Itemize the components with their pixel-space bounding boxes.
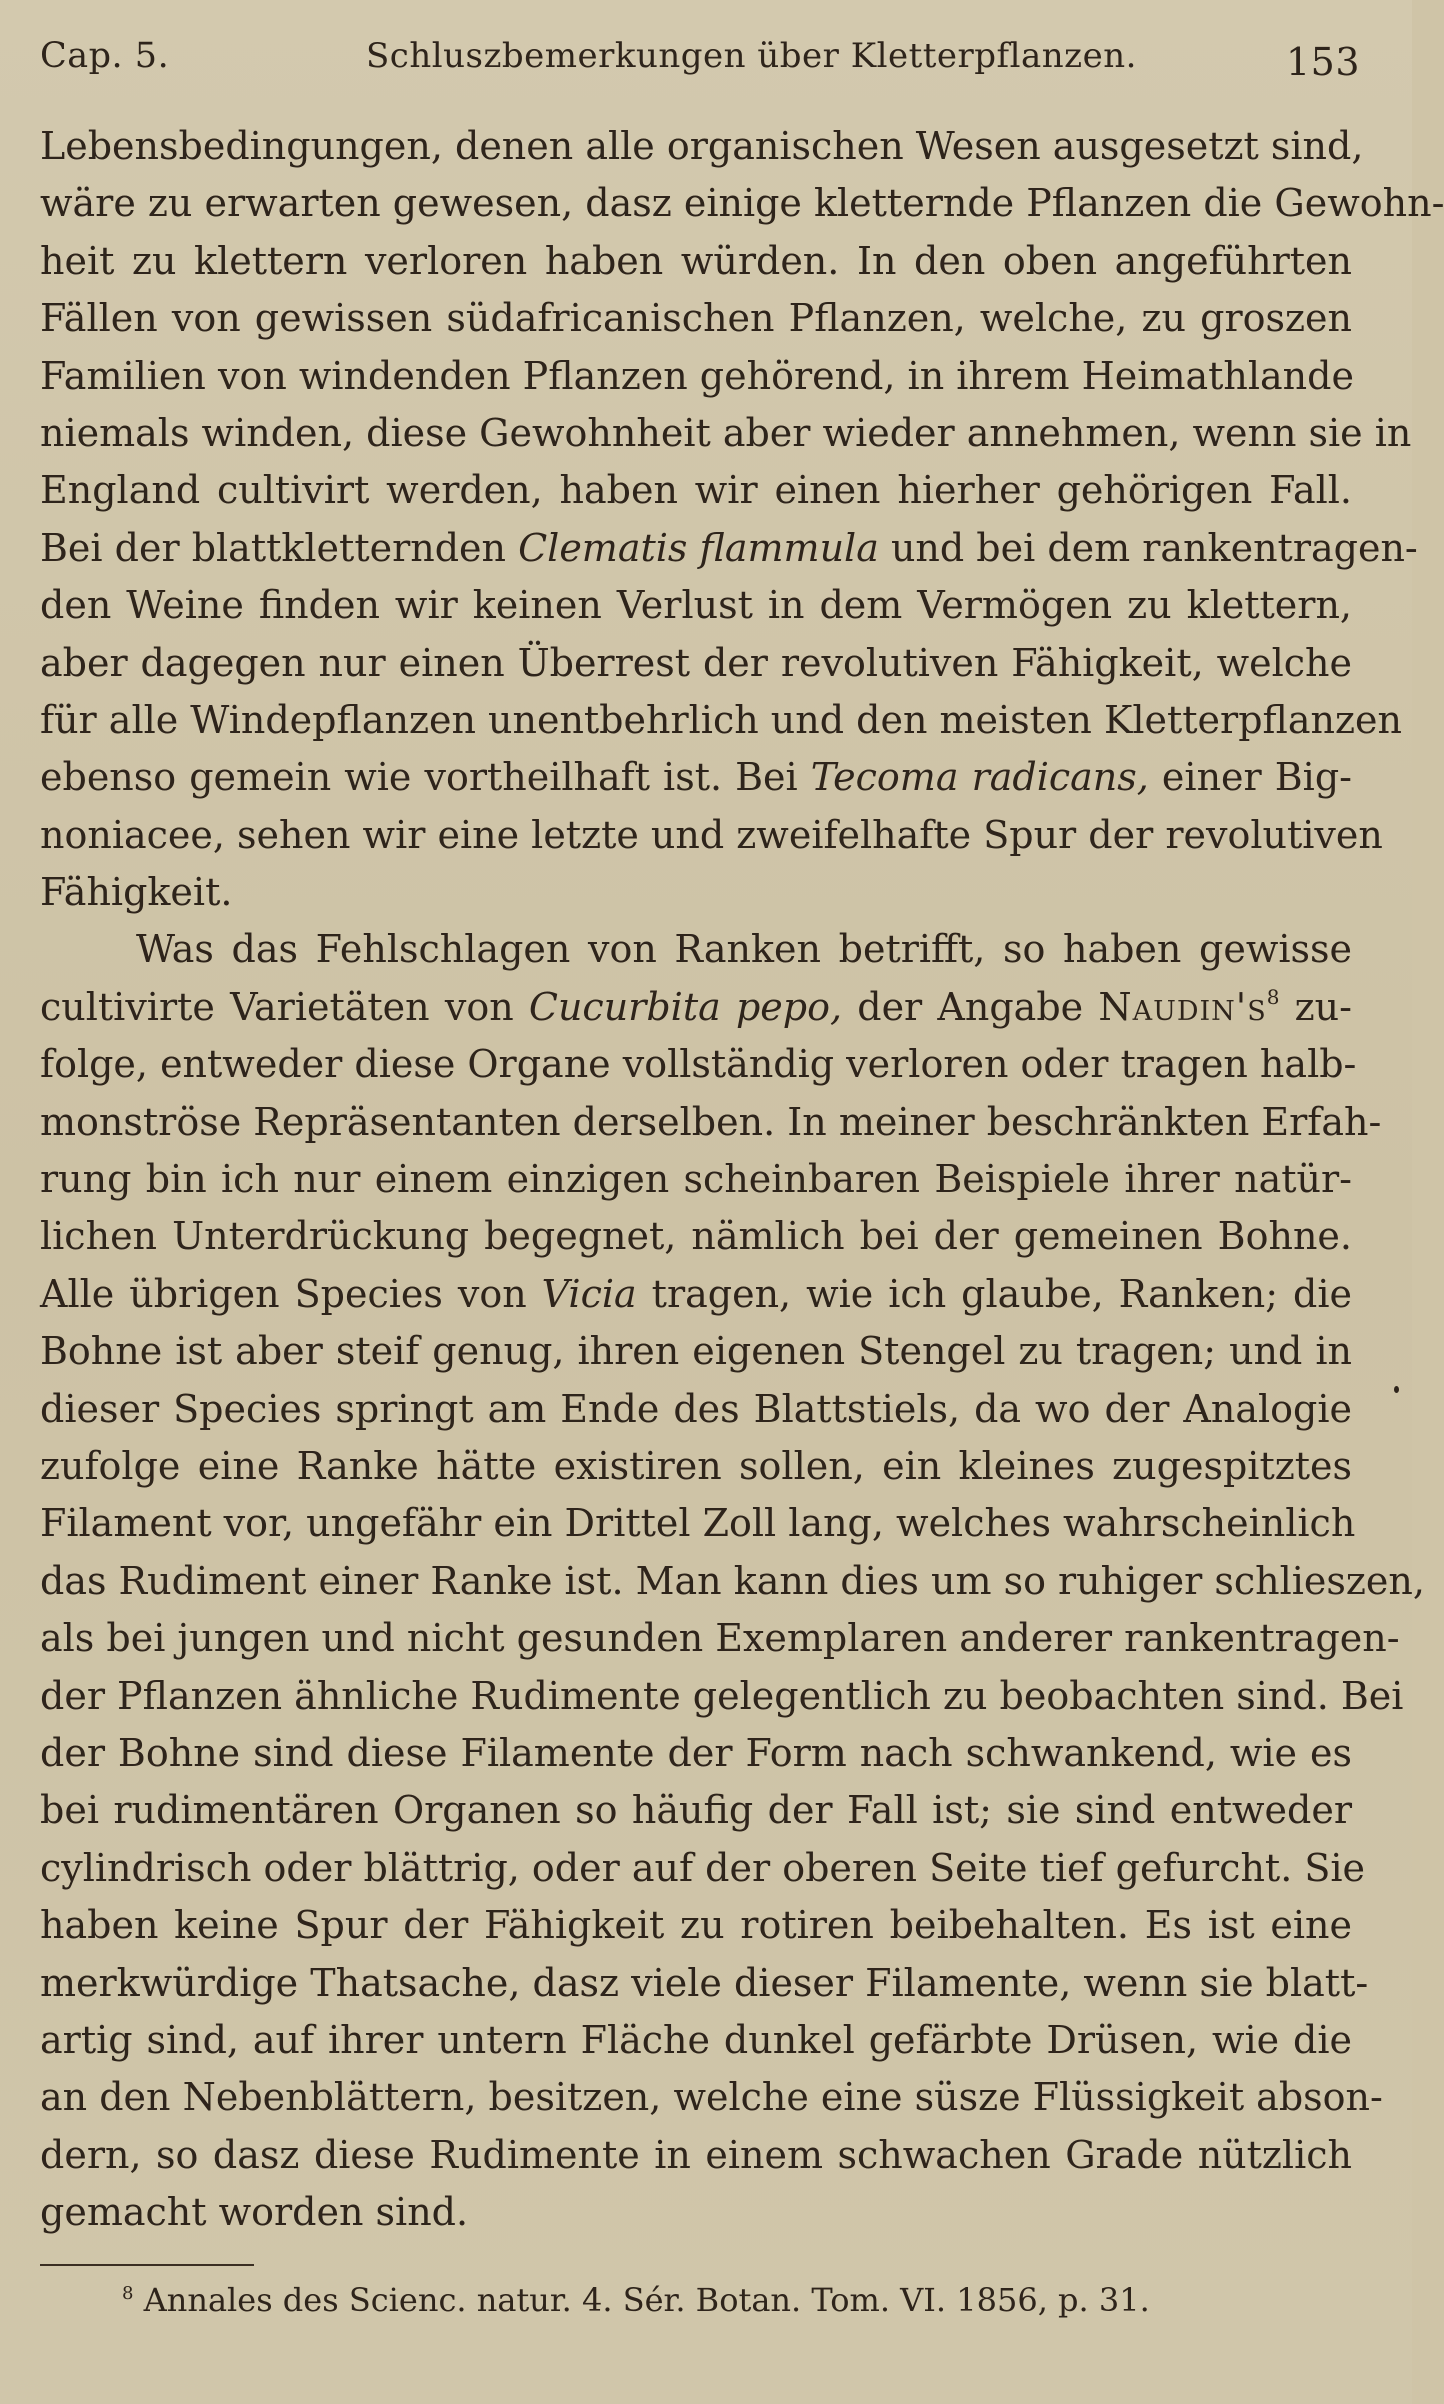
species-name: Tecoma radicans,: [810, 755, 1149, 800]
text-line: wäre zu erwarten gewesen, dasz einige kletternde Pflanzen die Gewohn-: [40, 181, 1444, 226]
text-line: zufolge eine Ranke hätte existiren sollen, ein kleines zugespitztes: [40, 1443, 1352, 1488]
running-title: Schluszbemerkungen über Kletterpflanzen.: [366, 36, 1137, 76]
text-line: lichen Unterdrückung begegnet, nämlich bei der gemeinen Bohne.: [40, 1214, 1352, 1259]
text-line: der Bohne sind diese Filamente der Form nach schwankend, wie es: [40, 1730, 1352, 1775]
text-line: [40, 1266, 1352, 1323]
text-line: dieser Species springt am Ende des Blattstiels, da wo der Analogie: [40, 1386, 1352, 1431]
text-line: folge, entweder diese Organe vollständig verloren oder tragen halb-: [40, 1042, 1357, 1087]
text-line: das Rudiment einer Ranke ist. Man kann dies um so ruhiger schlieszen,: [40, 1558, 1425, 1603]
text-line: noniacee, sehen wir eine letzte und zweifelhafte Spur der revolutiven: [40, 812, 1383, 857]
text-run: Bei der blattkletternden: [40, 525, 519, 570]
species-name: Vicia: [541, 1271, 637, 1316]
footnote-ref: 8: [1266, 984, 1280, 1009]
text-line: an den Nebenblättern, besitzen, welche eine süsze Flüssigkeit abson-: [40, 2075, 1383, 2120]
body-text: [40, 118, 1444, 2241]
text-line: den Weine finden wir keinen Verlust in dem Vermögen zu klettern,: [40, 583, 1352, 628]
text-line: heit zu klettern verloren haben würden. In den oben angeführten: [40, 238, 1352, 283]
text-line: Was das Fehlschlagen von Ranken betrifft, so haben gewisse: [136, 927, 1352, 972]
text-line: merkwürdige Thatsache, dasz viele dieser Filamente, wenn sie blatt-: [40, 1960, 1369, 2005]
text-line: gemacht worden sind.: [40, 2190, 469, 2235]
text-line: für alle Windepflanzen unentbehrlich und den meisten Kletterpflanzen: [40, 697, 1402, 742]
text-line: Fähigkeit.: [40, 870, 233, 915]
text-run: cultivirte Varietäten von: [40, 984, 529, 1029]
text-run: und bei dem rankentragen-: [878, 525, 1418, 570]
text-run: zu-: [1279, 984, 1352, 1029]
text-run: einer Big-: [1148, 755, 1353, 800]
species-name: Clematis flammula: [518, 525, 879, 570]
author-name: Naudin's: [1098, 984, 1267, 1029]
text-line: England cultivirt werden, haben wir einen hierher gehörigen Fall.: [40, 468, 1352, 513]
text-line: rung bin ich nur einem einzigen scheinbaren Beispiele ihrer natür-: [40, 1157, 1352, 1202]
footnote-text: Annales des Scienc. natur. 4. Sér. Botan. Tom. VI. 1856, p. 31.: [143, 2281, 1150, 2319]
text-run: tragen, wie ich glaube, Ranken; die: [636, 1271, 1352, 1316]
text-line: [40, 520, 1418, 577]
species-name: Cucurbita pepo,: [528, 984, 843, 1029]
text-run: ebenso gemein wie vortheilhaft ist. Bei: [40, 755, 811, 800]
running-header: [40, 36, 1360, 86]
text-line: [40, 979, 1352, 1036]
text-line: Lebensbedingungen, denen alle organischen Wesen ausgesetzt sind,: [40, 124, 1364, 168]
text-line: aber dagegen nur einen Überrest der revolutiven Fähigkeit, welche: [40, 640, 1352, 685]
footnote-rule: [40, 2264, 254, 2266]
text-line: bei rudimentären Organen so häufig der Fall ist; sie sind entweder: [40, 1788, 1352, 1833]
text-run: der Angabe: [842, 984, 1099, 1029]
chapter-label: Cap. 5.: [40, 36, 170, 76]
text-line: Bohne ist aber steif genug, ihren eigenen Stengel zu tragen; und in: [40, 1329, 1352, 1374]
page-number: 153: [1285, 40, 1360, 84]
text-line: als bei jungen und nicht gesunden Exemplaren anderer rankentragen-: [40, 1616, 1400, 1661]
text-line: [40, 749, 1352, 806]
text-line: der Pflanzen ähnliche Rudimente gelegentlich zu beobachten sind. Bei: [40, 1673, 1404, 1718]
text-line: monströse Repräsentanten derselben. In meiner beschränkten Erfah-: [40, 1099, 1382, 1144]
text-line: Familien von windenden Pflanzen gehörend, in ihrem Heimathlande: [40, 353, 1354, 398]
text-run: Alle übrigen Species von: [40, 1271, 542, 1316]
text-line: niemals winden, diese Gewohnheit aber wieder annehmen, wenn sie in: [40, 410, 1412, 455]
print-speck: [1394, 1386, 1399, 1393]
text-line: cylindrisch oder blättrig, oder auf der oberen Seite tief gefurcht. Sie: [40, 1845, 1366, 1890]
text-line: Filament vor, ungefähr ein Drittel Zoll lang, welches wahrscheinlich: [40, 1501, 1356, 1546]
text-line: artig sind, auf ihrer untern Fläche dunkel gefärbte Drüsen, wie die: [40, 2017, 1352, 2062]
text-line: haben keine Spur der Fähigkeit zu rotiren beibehalten. Es ist eine: [40, 1903, 1352, 1948]
footnote-marker: 8: [122, 2283, 134, 2304]
footnote: [122, 2276, 1150, 2324]
text-line: Fällen von gewissen südafricanischen Pflanzen, welche, zu groszen: [40, 296, 1352, 341]
text-line: dern, so dasz diese Rudimente in einem schwachen Grade nützlich: [40, 2132, 1352, 2177]
